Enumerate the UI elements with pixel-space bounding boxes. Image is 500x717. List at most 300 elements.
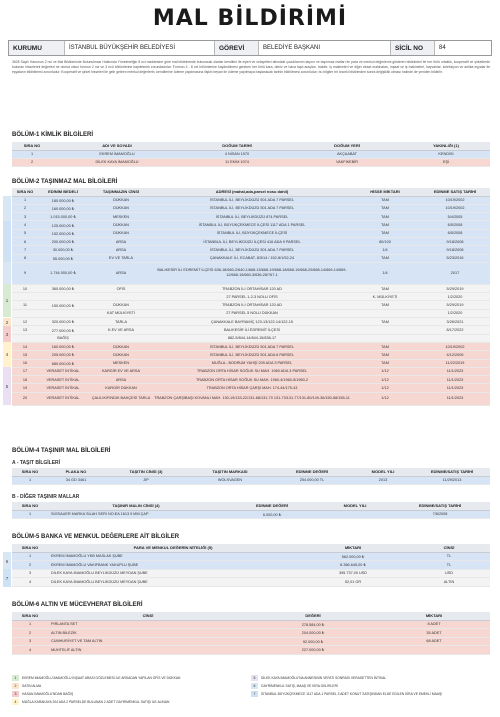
table-row	[12, 309, 490, 317]
column-header: EDİNME/SATIŞ TARİHİ	[390, 502, 490, 510]
table-cell: İSTANBUL İLİ, BEYLİKDÜZÜ 874 PARSEL	[154, 213, 350, 221]
table-header-row	[12, 188, 490, 196]
table-cell: 18	[12, 376, 38, 384]
table-cell: 4	[12, 646, 48, 655]
table-cell: 1/12	[350, 367, 420, 375]
section-4b-title: B - DİĞER TAŞINIR MALLAR	[12, 494, 80, 500]
source-marker: 2	[3, 318, 11, 326]
table-cell: DÜKKAN	[88, 221, 154, 229]
section-5-title: BÖLÜM-5 BANKA VE MENKUL DEĞERLERE AİT BİLGİLER	[12, 534, 180, 540]
table-cell: 1/12	[350, 376, 420, 384]
table-cell: TL	[408, 552, 490, 561]
table-cell: DİLEK KAYA İMAMOĞLU BEYLİKDÜZÜ MEYDAN ŞUBE	[48, 569, 298, 578]
table-row	[12, 158, 490, 166]
column-header: TAŞINIR MALIN CİNSİ (4)	[48, 502, 224, 510]
legend-item	[12, 675, 251, 681]
legend	[12, 674, 490, 706]
table-cell: 395.737,00 USD	[298, 569, 408, 578]
table-cell: 2	[12, 158, 52, 166]
source-marker: 4	[3, 342, 11, 367]
table-cell: İSTANBUL İLİ, BÜYÜKÇEKMECE İLÇESİ 1117 ADA 1 PARSEL	[154, 221, 350, 229]
table-cell: AKÇAABAT	[292, 150, 402, 158]
table-cell: KARGİR DÜKKAN	[88, 384, 154, 392]
table-row	[12, 318, 490, 326]
table-cell: 1	[12, 150, 52, 158]
column-header: SIRA NO	[12, 502, 48, 510]
table-cell: WOLSVAGEN	[188, 476, 272, 484]
table-cell: TRABZON ORTA HİSAR SOĞUK SU MAH. 1960 ADA 3 PARSEL	[154, 367, 350, 375]
table-cell: 160.000,00 ₺	[38, 204, 88, 212]
table-cell	[350, 326, 420, 334]
table-row	[12, 213, 490, 221]
legend-label: GAYRİMENKUL SATIŞ, MAAŞ VE KİRA GELİRLERİ	[261, 684, 338, 688]
table-cell: PIRLANTA SET	[48, 620, 248, 629]
table-cell: 14	[12, 342, 38, 350]
table-row	[12, 359, 490, 367]
table-cell	[12, 309, 38, 317]
table-cell: USD	[408, 569, 490, 578]
column-header: MODEL YILI	[352, 468, 414, 476]
table-row	[12, 293, 490, 301]
table-cell: DİLEK KAYA İMAMOĞLU	[52, 158, 182, 166]
table-cell: 1/12	[350, 392, 420, 405]
kurumu-label: KURUMU	[9, 41, 65, 55]
source-marker	[3, 221, 11, 262]
table-cell: 11/1/2023	[420, 367, 490, 375]
table-cell: 55.000,00 ₺	[38, 254, 88, 262]
table-cell: BAĞIŞ	[38, 334, 88, 342]
table-cell: 11 EKİM 1974	[182, 158, 292, 166]
table-cell: TAM	[350, 221, 420, 229]
table-row	[12, 284, 490, 292]
table-cell: 2	[12, 561, 48, 570]
table-cell: İSTANBUL İLİ, BEYLİKDÜZÜ 501 ADA 7 PARSEL	[154, 204, 350, 212]
table-cell: 5	[12, 229, 38, 237]
table-cell: İSTANBUL İLİ, BEYLİKDÜZÜ 501 ADA 6 PARSEL	[154, 351, 350, 359]
table-cell: EV VE TARLA	[88, 254, 154, 262]
table-cell: 11/22/2019	[420, 359, 490, 367]
table-cell	[12, 334, 38, 342]
table-cell: 10	[12, 284, 38, 292]
table-cell: 6	[12, 237, 38, 245]
table-cell: JİP	[104, 476, 188, 484]
table-cell: EKREM İMAMOĞLU VAKIFBANK YAKUPLU ŞUBE	[48, 561, 298, 570]
source-marker	[3, 196, 11, 221]
table-cell: SİGSAUER MARKA SİLAH SERİ NO:EA 1613 9 MM ÇAP	[48, 510, 224, 518]
legend-item	[251, 683, 490, 689]
table-cell: İSTANBUL İLİ, BEYLİKDÜZÜ 501 ADA 7 PARSEL	[154, 196, 350, 204]
legend-swatch: 7	[251, 691, 258, 697]
table-cell: 68 ADET	[378, 637, 490, 646]
table-row	[12, 254, 490, 262]
table-cell: 2017	[420, 262, 490, 284]
column-header: DEĞERİ	[248, 612, 378, 620]
table-row	[12, 150, 490, 158]
table-row	[12, 237, 490, 245]
table-cell: 12	[12, 318, 38, 326]
table-cell: KAT MÜLKİYETİ	[88, 309, 154, 317]
table-cell: DÜKKAN	[88, 204, 154, 212]
column-header: SIRA NO	[12, 188, 38, 196]
table-cell: İSTANBUL İLİ, BÜYÜKÇEKMECE İLÇESİ	[154, 229, 350, 237]
table-cell: 4/12/2005	[420, 351, 490, 359]
table-cell: 8/17/2022	[420, 326, 490, 334]
table-cell: 1/4	[350, 262, 420, 284]
table-cell	[38, 309, 88, 317]
column-header: DOĞUM TARİHİ	[182, 142, 292, 150]
column-header: HİSSE MİKTARI	[350, 188, 420, 196]
source-marker: 3	[3, 326, 11, 342]
column-header: TAŞITIN MARKASI	[188, 468, 272, 476]
column-header: EDİNİM BEDELİ	[38, 188, 88, 196]
table-cell: MUĞLA - BODRUM YAHŞİ 209 ADA 3 PARSEL	[154, 359, 350, 367]
table-cell: 152.000,00 ₺	[38, 229, 88, 237]
table-cell: BALIKESİR İLİ EDREMİT İLÇESİ	[154, 326, 350, 334]
legend-swatch: 3	[12, 691, 19, 697]
table-cell	[12, 293, 38, 301]
column-header: PARA VE MENKUL DEĞERİN NİTELİĞİ (5)	[48, 544, 298, 552]
table-cell: TRABZON İLİ ORTAHİSAR 120 AD	[154, 301, 350, 309]
table-cell: EKREM İMAMOĞLU YKB MASLAK ŞUBE	[48, 552, 298, 561]
table-cell: KENDİSİ	[402, 150, 490, 158]
table-cell	[378, 646, 490, 655]
table-cell: 5/4/2005	[420, 213, 490, 221]
table-cell: ARSA	[88, 237, 154, 245]
table-cell: 180.000,00 ₺	[38, 196, 88, 204]
table-cell: 13	[12, 326, 38, 334]
gorevi-label: GÖREVİ	[215, 41, 259, 55]
table-cell: TRABZON ORTA HİSAR SOĞUK SU MAH. 1960-4/1960-5/1960-2	[154, 376, 350, 384]
table-cell: 3	[12, 569, 48, 578]
table-cell: 278.584,00 ₺	[248, 620, 378, 629]
column-header: ADI VE SOYADI	[52, 142, 182, 150]
table-cell: 200.000,00 ₺	[38, 237, 88, 245]
column-header: EDİNME DEĞERİ	[224, 502, 320, 510]
table-cell: DÜKKAN	[88, 196, 154, 204]
table-row	[12, 646, 490, 655]
legend-row	[12, 690, 490, 698]
table-cell: 1	[12, 510, 48, 518]
legend-label: SATIN ALMA	[22, 684, 42, 688]
table-cell: 320.000,00 ₺	[38, 318, 88, 326]
table-row	[12, 367, 490, 375]
legend-swatch: 1	[12, 675, 19, 681]
table-cell: 92.000,00 ₺	[248, 637, 378, 646]
column-header: MODEL YILI	[320, 502, 390, 510]
table-row	[12, 376, 490, 384]
table-cell: K. MÜLKİYETİ	[350, 293, 420, 301]
table-cell: TAM	[350, 284, 420, 292]
table-cell: 5/23/2016	[420, 254, 490, 262]
legend-swatch: 5	[251, 675, 258, 681]
intro-paragraph: 3628 Sayılı Kanunun 2 nci ve Mal Bildiriminde Bulunulması Hakkında Yönetmeliğin 8 nci maddesine göre mal bildiriminde bulunacak olanlar kendileri ile eşleri ve velayetleri altındaki çocuklarının taşınır ve taşınmaz malları ile para ve menkul değerlerini gösteren bildirimleri ile her türlü ortaklık, kooperatif ve şirketlerde bulunan hisselerini değerleri ne olursa olsun formun 2 nci ve 3 ncü bölümlerine kaydetmek zorundadırlar. Formun 4 - 8 nci bölümlerine kaydedilmesi gereken her türlü kara, deniz ve hava taşıt araçları, traktör, iş makineleri ve diğer ziraat makinaları, inşaat ve iş makineleri, hayvanlar, koleksiyon ve antika eşyalar ile eşyaların bildirilmesi zorunludur. Kooperatif ve şirket hisseleri ile gelir getiren menkul değerlerin, kendilerine ödeme yapılmasına ilişkin beyan ile ödeme yapılmaya başlanacak tarihin bildirilmesi zorunludur; bu bilgiler bir önceki bildirimden sonra değişiklik olması halinde de yeniden bildirilir.	[12, 60, 490, 75]
legend-swatch: 4	[12, 699, 19, 705]
table-cell: ARSA	[88, 376, 154, 384]
sicil-label: SİCİL NO	[391, 41, 435, 55]
table-cell: 17	[12, 367, 38, 375]
table-header-row	[12, 612, 490, 620]
table-cell: 882-5/844-14/844-15/836-17	[154, 334, 350, 342]
section-4-title: BÖLÜM-4 TAŞINIR MAL BİLGİLERİ	[12, 448, 111, 454]
kurumu-value: İSTANBUL BÜYÜKŞEHİR BELEDİYESİ	[65, 41, 215, 55]
table-cell: 205.000,00 ₺	[38, 351, 88, 359]
table-cell: 1	[12, 196, 38, 204]
bank-table	[12, 544, 490, 587]
table-cell: 10/19/2002	[420, 204, 490, 212]
table-cell: DÜKKAN	[88, 301, 154, 309]
table-cell: 1/2/2020	[420, 293, 490, 301]
table-cell: 15	[12, 351, 38, 359]
legend-item	[12, 691, 251, 697]
institution-bar	[8, 40, 492, 56]
table-cell: DÜKKAN	[88, 351, 154, 359]
table-cell: 160.000,00 ₺	[38, 342, 88, 350]
table-header-row	[12, 142, 490, 150]
section-6-title: BÖLÜM-6 ALTIN VE MÜCEVHERAT BİLGİLERİ	[12, 602, 143, 608]
table-row	[12, 262, 490, 284]
table-cell: VAKFIKEBİR	[292, 158, 402, 166]
section-4a-title: A - TAŞIT BİLGİLERİ	[12, 460, 61, 466]
table-cell	[350, 309, 420, 317]
table-cell: 27 PARSEL 5 NOLU DÜKKAN	[154, 309, 350, 317]
table-cell: K.EV VE ARSA	[88, 326, 154, 334]
table-cell: 8.366.645,00 ₺	[298, 561, 408, 570]
table-cell: ARSA	[88, 262, 154, 284]
table-cell	[38, 293, 88, 301]
table-cell	[420, 334, 490, 342]
table-row	[12, 342, 490, 350]
table-cell: TARLA	[88, 318, 154, 326]
table-row	[12, 561, 490, 570]
table-row	[12, 334, 490, 342]
table-cell: ÇANAKKALE BAYRAMİÇ 123-13/122-14/122-15	[154, 318, 350, 326]
table-cell: 30.000,00 ₺	[38, 246, 88, 254]
table-cell: 254.000,00 TL	[272, 476, 352, 484]
legend-row	[12, 674, 490, 682]
table-cell: 11/1/2023	[420, 376, 490, 384]
legend-item	[12, 683, 251, 689]
column-header: SIRA NO	[12, 468, 48, 476]
table-cell: 1.015.000,00 ₺	[38, 213, 88, 221]
table-cell: VERASET İNTİKAL	[38, 392, 88, 405]
table-cell: MESKEN	[88, 359, 154, 367]
table-cell: TAM	[350, 342, 420, 350]
table-cell: 227.000,00 ₺	[248, 646, 378, 655]
table-cell: TAM	[350, 196, 420, 204]
section-2-title: BÖLÜM-2 TAŞINMAZ MAL BİLGİLERİ	[12, 179, 118, 185]
legend-row	[12, 682, 490, 690]
page-title: MAL BİLDİRİMİ	[152, 6, 348, 31]
legend-swatch: 6	[251, 683, 258, 689]
table-cell: CUMHURİYET VE TAM ALTIN	[48, 637, 248, 646]
table-row	[12, 637, 490, 646]
legend-label: EKREM İMAMOĞLU İMAMOĞLU İNŞAAT ARASI GÖZLEMESİ İLE ARSADAN YAPILAN OFİS VE DÜKKAN	[22, 676, 181, 680]
table-cell: 10/19/2002	[420, 196, 490, 204]
table-cell: 11/1/2023	[420, 392, 490, 405]
source-marker: 1	[3, 284, 11, 317]
column-header: YAKINLIĞI (1)	[402, 142, 490, 150]
table-cell: DÜKKAN	[88, 229, 154, 237]
section-1-title: BÖLÜM-1 KİMLİK BİLGİLERİ	[12, 132, 93, 138]
table-cell: 20	[12, 392, 38, 405]
table-row	[12, 578, 490, 587]
legend-label: HASAN İMAMOĞLU'NDAN BAĞIŞ	[22, 692, 74, 696]
table-cell: 3	[12, 637, 48, 646]
table-row	[12, 552, 490, 561]
table-cell: 11/1/2023	[420, 384, 490, 392]
table-cell: 1/2/2020	[420, 309, 490, 317]
table-row	[12, 384, 490, 392]
source-marker: 5	[3, 367, 11, 405]
table-cell: EKREM İMAMOĞLU	[52, 150, 182, 158]
table-cell: 34 GD 3461	[48, 476, 104, 484]
table-cell	[88, 293, 154, 301]
column-header: PLAKA NO	[48, 468, 104, 476]
table-cell: TAM	[350, 213, 420, 221]
table-cell: 1	[12, 552, 48, 561]
table-cell: MESKEN	[88, 213, 154, 221]
table-row	[12, 392, 490, 405]
table-cell: 11	[12, 301, 38, 309]
table-row	[12, 351, 490, 359]
legend-row	[12, 698, 490, 706]
table-cell: 2013	[352, 476, 414, 484]
table-cell: 4	[12, 221, 38, 229]
sicil-value: 84	[439, 45, 446, 51]
source-marker	[3, 262, 11, 284]
column-header: DOĞUM YERİ	[292, 142, 402, 150]
gorevi-value: BELEDİYE BAŞKANI	[259, 41, 391, 55]
column-header: CİNSİ	[408, 544, 490, 552]
table-cell: 360.000,00 ₺	[38, 284, 88, 292]
table-cell: İSTANBUL İLİ, BEYLİKDÜZÜ 501 ADA 7 PARSEL	[154, 342, 350, 350]
table-cell: TAM	[350, 254, 420, 262]
table-cell: 680.000,00 ₺	[38, 359, 88, 367]
column-header: EDİNME/SATIŞ TARİHİ	[414, 468, 490, 476]
table-cell: İSTANBUL İLİ, BEYLİKDÜZÜ İLÇESİ 416 ADA 9 PARSEL	[154, 237, 350, 245]
table-cell: 6/5/2008	[420, 229, 490, 237]
table-cell: EŞİ	[402, 158, 490, 166]
table-cell: ALTIN BİLEZİK	[48, 629, 248, 638]
other-movables-table	[12, 502, 490, 519]
table-cell: 204.000,00 ₺	[248, 629, 378, 638]
column-header: EDİNME DEĞERİ	[272, 468, 352, 476]
column-header: EDİNME SATIŞ TARİHİ	[420, 188, 490, 196]
identity-table	[12, 142, 490, 167]
table-row	[12, 229, 490, 237]
table-header-row	[12, 468, 490, 476]
table-cell: 277.000,00 ₺	[38, 326, 88, 334]
column-header: SIRA NO	[12, 612, 48, 620]
table-cell: TAM	[350, 318, 420, 326]
table-cell: 27 PARSEL 1-2-3 NOLU OFİS	[154, 293, 350, 301]
table-cell: 8 ADET	[378, 620, 490, 629]
table-cell	[320, 510, 390, 518]
table-cell: 562.000,00 ₺	[298, 552, 408, 561]
table-row	[12, 476, 490, 484]
table-cell: 6.000,00 ₺	[224, 510, 320, 518]
column-header: TAŞINMAZIN CİNSİ	[88, 188, 154, 196]
table-cell: 35 ADET	[378, 629, 490, 638]
table-header-row	[12, 544, 490, 552]
table-cell: 2	[12, 204, 38, 212]
table-cell: 6/5/2008	[420, 221, 490, 229]
table-cell: 1	[12, 620, 48, 629]
table-cell: İSTANBUL İLİ, BEYLİKDÜZÜ 501 ADA 7 PARSEL	[154, 246, 350, 254]
legend-label: MUĞLA KARAKAYA 204 ADA 2 PARSELDE BULUNAN 2 ADET GAYRİMENKUL SATIŞI İLE ALINAN	[22, 700, 170, 704]
table-cell: 9/18/2008	[420, 237, 490, 245]
table-cell: 2	[12, 629, 48, 638]
table-cell: TAM	[350, 359, 420, 367]
real-estate-table	[12, 188, 490, 406]
table-cell: DİLEK KAYA İMAMOĞLU BEYLİKDÜZÜ MEYDAN ŞUBE	[48, 578, 298, 587]
table-cell: OFİS	[88, 284, 154, 292]
table-cell: 16	[12, 359, 38, 367]
table-cell: 1/4	[350, 246, 420, 254]
table-cell: TRABZON ÇARŞIBAŞI KOVANLI MAH. 130-19/133-22/131-68/131-70 131-73/131-77/131-80/149-36/150-58/155-11	[154, 392, 350, 405]
legend-item	[12, 699, 251, 705]
table-cell: BALIKESİR İLİ EDREMİT İLÇESİ 636-18/660-2/640-1/668-15/668-19/668-18/668-19/668-20/668-14/669-14/669-12/668-15/660-3/636-28/767-1	[154, 262, 350, 284]
table-header-row	[12, 502, 490, 510]
table-cell: 10/19/2002	[420, 342, 490, 350]
table-cell: KARGİR EV VE ARSA	[88, 367, 154, 375]
table-cell: 4	[12, 578, 48, 587]
table-cell: 11/29/2013	[414, 476, 490, 484]
table-cell: VERASET İNTİKAL	[38, 384, 88, 392]
source-marker: 7	[3, 569, 11, 587]
table-cell: ÇANAKKALE İLİ, ECABAT, 8/3/14 / 152-8/1/52-24	[154, 254, 350, 262]
table-cell: 3	[12, 213, 38, 221]
table-cell: 5/29/2019	[420, 284, 490, 292]
table-cell: ÇALILIK/FINDIK BAHÇESİ TARLA	[88, 392, 154, 405]
column-header: CİNSİ	[48, 612, 248, 620]
table-cell: 80/100	[350, 237, 420, 245]
table-cell: TAM	[350, 204, 420, 212]
column-header: ADRESİ (mahal,ada,parsel nosu dahil)	[154, 188, 350, 196]
table-cell: TRABZON İLİ ORTAHİSAR 120 AD	[154, 284, 350, 292]
vehicle-table	[12, 468, 490, 485]
legend-swatch: 2	[12, 683, 19, 689]
gold-table	[12, 612, 490, 655]
table-cell: 150.000,00 ₺	[38, 301, 88, 309]
table-cell: 9	[12, 262, 38, 284]
table-row	[12, 246, 490, 254]
table-row	[12, 620, 490, 629]
table-cell: 1.744.000,00 ₺	[38, 262, 88, 284]
legend-label: İSTANBUL BÜYÜKÇEKMECE 1117 ADA 1 PARSEL 3 ADET KONUT SATIŞINDAN ELDE EDİLEN KİRA VE EMEKLİ MAAŞI	[261, 692, 443, 696]
table-cell: 1	[12, 476, 48, 484]
table-cell: 3/26/2021	[420, 318, 490, 326]
table-cell: TAM	[350, 351, 420, 359]
table-cell: ARSA	[88, 246, 154, 254]
table-cell: DÜKKAN	[88, 342, 154, 350]
table-cell: 1/12	[350, 384, 420, 392]
column-header: SIRA NO	[12, 142, 52, 150]
table-row	[12, 629, 490, 638]
table-cell: TAM	[350, 301, 420, 309]
table-cell	[350, 334, 420, 342]
table-cell: 19	[12, 384, 38, 392]
table-cell: 125.000,00 ₺	[38, 221, 88, 229]
column-header: TAŞITIN CİNSİ (3)	[104, 468, 188, 476]
table-cell: 4 NİSAN 1970	[182, 150, 292, 158]
table-cell: 9/18/2008	[420, 246, 490, 254]
column-header: MİKTARI	[378, 612, 490, 620]
table-cell: 7	[12, 246, 38, 254]
table-row	[12, 204, 490, 212]
table-cell: VERASET İNTİKAL	[38, 367, 88, 375]
table-cell	[88, 334, 154, 342]
